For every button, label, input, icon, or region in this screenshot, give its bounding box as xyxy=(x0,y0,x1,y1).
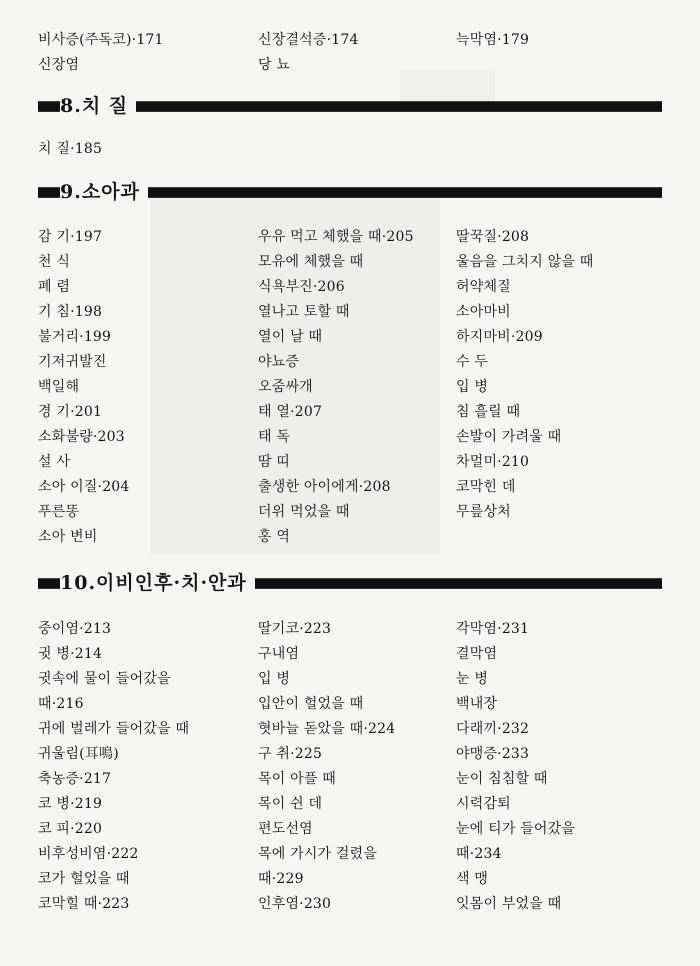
index-entry: 딸꾹질·208 xyxy=(456,229,530,245)
index-entry: 귓 병·214 xyxy=(38,646,103,662)
section-header-10 xyxy=(38,568,662,598)
section-10-column-2 xyxy=(258,617,395,917)
index-entry: 결막염 xyxy=(456,646,498,662)
index-entry: 감 기·197 xyxy=(38,229,103,245)
index-entry: 코 병·219 xyxy=(38,796,103,812)
section-title: 8.치 질 xyxy=(60,91,136,121)
index-entry: 때·234 xyxy=(456,846,502,862)
index-entry: 때·229 xyxy=(258,871,304,887)
index-entry: 코가 헐었을 때 xyxy=(38,871,130,887)
top-column-2 xyxy=(258,28,359,78)
index-entry: 백내장 xyxy=(456,696,498,712)
index-entry: 목이 아플 때 xyxy=(258,771,336,787)
index-entry: 허약체질 xyxy=(456,279,511,295)
index-entry: 눈이 침침할 때 xyxy=(456,771,548,787)
index-entry: 야맹증·233 xyxy=(456,746,530,762)
index-entry: 침 흘릴 때 xyxy=(456,404,521,420)
index-entry: 딸기코·223 xyxy=(258,621,332,637)
index-entry: 홍 역 xyxy=(258,529,291,545)
index-entry: 차멀미·210 xyxy=(456,454,530,470)
index-entry: 폐 렴 xyxy=(38,279,71,295)
index-entry: 각막염·231 xyxy=(456,621,530,637)
index-entry: 잇몸이 부었을 때 xyxy=(456,896,562,912)
index-entry: 늑막염·179 xyxy=(456,32,530,48)
index-entry: 귓속에 물이 들어갔을 xyxy=(38,671,171,687)
index-entry: 목이 쉰 데 xyxy=(258,796,323,812)
index-entry: 입안이 헐었을 때 xyxy=(258,696,364,712)
index-entry: 귀울림(耳鳴) xyxy=(38,746,119,762)
index-entry: 수 두 xyxy=(456,354,489,370)
index-entry: 목에 가시가 걸렸을 xyxy=(258,846,378,862)
index-entry: 설 사 xyxy=(38,454,71,470)
index-entry: 열나고 토할 때 xyxy=(258,304,350,320)
index-entry: 비후성비염·222 xyxy=(38,846,139,862)
section-10-column-1 xyxy=(38,617,189,917)
index-entry: 시력감퇴 xyxy=(456,796,511,812)
index-entry: 인후염·230 xyxy=(258,896,332,912)
index-entry: 입 병 xyxy=(456,379,489,395)
index-entry: 기저귀발진 xyxy=(38,354,107,370)
index-entry: 하지마비·209 xyxy=(456,329,543,345)
index-entry: 열이 날 때 xyxy=(258,329,323,345)
index-entry: 중이염·213 xyxy=(38,621,112,637)
section-9-column-2 xyxy=(258,225,414,550)
index-entry: 불거리·199 xyxy=(38,329,112,345)
index-entry: 색 맹 xyxy=(456,871,489,887)
section-header-8 xyxy=(38,91,662,121)
index-entry: 입 병 xyxy=(258,671,291,687)
index-entry: 축농증·217 xyxy=(38,771,112,787)
index-entry: 천 식 xyxy=(38,254,71,270)
index-entry: 치 질·185 xyxy=(38,141,103,157)
index-entry: 더위 먹었을 때 xyxy=(258,504,350,520)
top-column-3 xyxy=(456,28,529,53)
index-entry: 편도선염 xyxy=(258,821,313,837)
section-title: 9.소아과 xyxy=(60,177,148,207)
index-entry: 모유에 체했을 때 xyxy=(258,254,364,270)
top-column-1 xyxy=(38,28,164,78)
index-entry: 식욕부진·206 xyxy=(258,279,345,295)
index-entry: 태 독 xyxy=(258,429,291,445)
index-entry: 귀에 벌레가 들어갔을 때 xyxy=(38,721,190,737)
index-entry: 다래끼·232 xyxy=(456,721,530,737)
index-entry: 구 취·225 xyxy=(258,746,323,762)
index-entry: 비사증(주독코)·171 xyxy=(38,32,164,48)
index-entry: 코막힐 때·223 xyxy=(38,896,130,912)
index-entry: 소아 이질·204 xyxy=(38,479,130,495)
index-entry: 코 피·220 xyxy=(38,821,103,837)
section-8-column-1 xyxy=(38,137,102,162)
index-entry: 당 뇨 xyxy=(258,57,291,73)
index-entry: 소화불량·203 xyxy=(38,429,125,445)
index-entry: 구내염 xyxy=(258,646,300,662)
index-entry: 울음을 그치지 않을 때 xyxy=(456,254,594,270)
index-entry: 오줌싸개 xyxy=(258,379,313,395)
section-10-column-3 xyxy=(456,617,575,917)
section-header-9 xyxy=(38,177,662,207)
index-entry: 눈에 티가 들어갔을 xyxy=(456,821,576,837)
index-entry: 푸른똥 xyxy=(38,504,80,520)
index-entry: 땀 띠 xyxy=(258,454,291,470)
index-entry: 신장염 xyxy=(38,57,80,73)
index-entry: 때·216 xyxy=(38,696,84,712)
index-entry: 우유 먹고 체했을 때·205 xyxy=(258,229,414,245)
index-entry: 기 침·198 xyxy=(38,304,103,320)
index-entry: 신장결석증·174 xyxy=(258,32,359,48)
index-entry: 태 열·207 xyxy=(258,404,323,420)
index-entry: 눈 병 xyxy=(456,671,489,687)
index-entry: 소아 변비 xyxy=(38,529,98,545)
index-entry: 소아마비 xyxy=(456,304,511,320)
section-9-column-3 xyxy=(456,225,593,525)
index-entry: 무릎상처 xyxy=(456,504,511,520)
index-entry: 야뇨증 xyxy=(258,354,300,370)
index-entry: 출생한 아이에게·208 xyxy=(258,479,391,495)
index-entry: 백일해 xyxy=(38,379,80,395)
section-9-column-1 xyxy=(38,225,130,550)
index-entry: 손발이 가려울 때 xyxy=(456,429,562,445)
section-title: 10.이비인후·치·안과 xyxy=(60,568,255,598)
index-entry: 코막힌 데 xyxy=(456,479,516,495)
index-entry: 경 기·201 xyxy=(38,404,103,420)
index-entry: 혓바늘 돋았을 때·224 xyxy=(258,721,396,737)
